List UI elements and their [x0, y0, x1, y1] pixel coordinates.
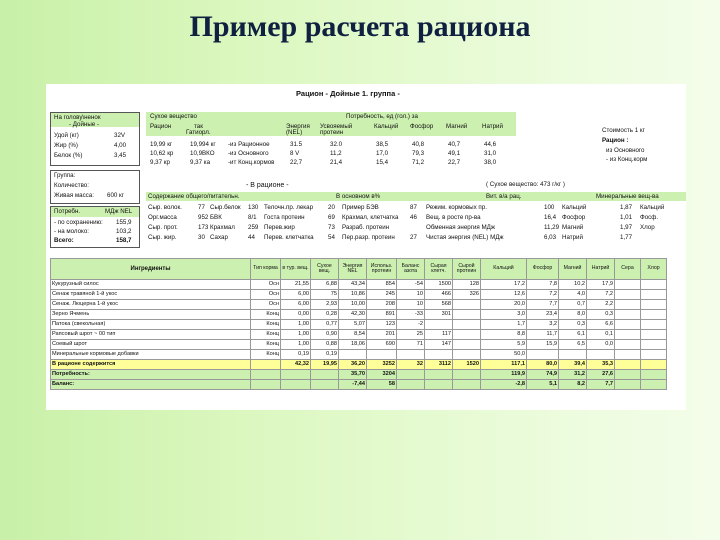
- table-cell: [615, 290, 641, 300]
- table-cell: 0,90: [311, 330, 339, 340]
- sheet-header: Рацион - Дойные 1. группа -: [296, 89, 400, 98]
- table-cell: [641, 330, 667, 340]
- table-cell: 5,07: [339, 320, 367, 330]
- ingredient-name: Сенаж. Люцерна 1-й укос: [51, 300, 251, 310]
- table-cell: Конц: [251, 330, 281, 340]
- totals-row: [51, 360, 667, 370]
- table-cell: [251, 360, 281, 370]
- col-label: Фосфор: [410, 123, 434, 130]
- table-cell: 117: [425, 330, 453, 340]
- table-cell: 8,54: [339, 330, 367, 340]
- table-cell: 18,06: [339, 340, 367, 350]
- cost-row: - из Конц.корм: [606, 156, 648, 163]
- table-cell: 119,9: [481, 370, 527, 380]
- totals-label: В рационе содержится: [51, 360, 251, 370]
- totals-row: [51, 380, 667, 390]
- table-cell: 5,1: [527, 380, 559, 390]
- table-cell: 201: [367, 330, 397, 340]
- norms-box: На голову\ненок - Дойные - Удой (кг) 32V Жир (%) 4,00 Белок (%) 3,45: [50, 112, 140, 166]
- table-cell: 42,32: [281, 360, 311, 370]
- table-cell: [425, 370, 453, 380]
- table-cell: Конц: [251, 310, 281, 320]
- table-cell: [615, 320, 641, 330]
- table-cell: [615, 330, 641, 340]
- header-cell: Баланс азота: [397, 259, 425, 280]
- table-cell: 5,9: [481, 340, 527, 350]
- table-cell: [367, 350, 397, 360]
- table-cell: [641, 280, 667, 290]
- table-cell: [453, 380, 481, 390]
- table-cell: [311, 380, 339, 390]
- col-label: Натрий: [482, 123, 503, 130]
- weight-label: Живая масса:: [54, 192, 94, 199]
- needs-head: Потребн.: [54, 208, 81, 215]
- table-cell: [641, 290, 667, 300]
- header-cell: Энергия NEL: [339, 259, 367, 280]
- group-label: Группа:: [54, 172, 76, 179]
- table-cell: Осн: [251, 290, 281, 300]
- table-cell: 10: [397, 290, 425, 300]
- col-label: Рацион: [150, 123, 172, 130]
- table-cell: 11,7: [527, 330, 559, 340]
- table-cell: 7,8: [527, 280, 559, 290]
- table-cell: 1,7: [481, 320, 527, 330]
- table-cell: 3,0: [481, 310, 527, 320]
- table-cell: [453, 320, 481, 330]
- ration-band-label: - В рационе -: [246, 182, 289, 189]
- table-cell: [615, 300, 641, 310]
- table-cell: 20,0: [481, 300, 527, 310]
- table-cell: [641, 320, 667, 330]
- table-cell: [453, 300, 481, 310]
- table-cell: 0,19: [311, 350, 339, 360]
- ingredients-table: [50, 258, 667, 390]
- table-cell: 6,00: [281, 290, 311, 300]
- table-cell: 23,4: [527, 310, 559, 320]
- table-cell: [615, 310, 641, 320]
- table-cell: [641, 310, 667, 320]
- table-cell: 58: [367, 380, 397, 390]
- composition-header: Содержание общего/питательн.: [148, 193, 240, 200]
- table-cell: 128: [453, 280, 481, 290]
- dry-matter-title: Сухое вещество: [150, 113, 197, 120]
- table-cell: 3,2: [527, 320, 559, 330]
- composition-header: Минеральные вещ-ва: [596, 193, 659, 200]
- table-cell: 50,0: [481, 350, 527, 360]
- table-cell: 36,20: [339, 360, 367, 370]
- table-cell: 6,5: [559, 340, 587, 350]
- table-cell: [453, 330, 481, 340]
- cost-subtitle: Рацион :: [602, 137, 629, 144]
- table-cell: 7,7: [527, 300, 559, 310]
- table-cell: [641, 350, 667, 360]
- table-row: [51, 310, 667, 320]
- table-cell: 12,6: [481, 290, 527, 300]
- table-cell: 1500: [425, 280, 453, 290]
- table-row: [51, 300, 667, 310]
- table-cell: 0,19: [281, 350, 311, 360]
- table-cell: 2,93: [311, 300, 339, 310]
- table-cell: 21,55: [281, 280, 311, 290]
- header-cell: Использ. протеин: [367, 259, 397, 280]
- header-cell: Фосфор: [527, 259, 559, 280]
- table-cell: 1520: [453, 360, 481, 370]
- table-row: [51, 280, 667, 290]
- table-cell: [453, 340, 481, 350]
- table-cell: -7,44: [339, 380, 367, 390]
- table-cell: 568: [425, 300, 453, 310]
- table-cell: 3112: [425, 360, 453, 370]
- table-cell: 301: [425, 310, 453, 320]
- table-cell: 6,00: [281, 300, 311, 310]
- norms-title: На голову\ненок: [54, 114, 101, 121]
- ingredient-name: Патока (свекольная): [51, 320, 251, 330]
- table-cell: 10,2: [559, 280, 587, 290]
- table-cell: [453, 350, 481, 360]
- table-cell: Конц: [251, 320, 281, 330]
- table-cell: 10: [397, 300, 425, 310]
- header-cell: в тур. вещ.: [281, 259, 311, 280]
- table-cell: 1,00: [281, 330, 311, 340]
- table-cell: 74,9: [527, 370, 559, 380]
- table-cell: 0,00: [281, 310, 311, 320]
- table-cell: [425, 320, 453, 330]
- table-cell: [559, 350, 587, 360]
- table-cell: 31,2: [559, 370, 587, 380]
- table-cell: 7,2: [527, 290, 559, 300]
- table-cell: [615, 380, 641, 390]
- table-cell: 891: [367, 310, 397, 320]
- table-cell: [453, 370, 481, 380]
- weight-value: 600 кг: [107, 192, 125, 199]
- table-cell: [615, 360, 641, 370]
- dry-matter-block: Сухое вещество Рацион так Гатиорл. 19,99 кг 19,994 кг -из Рационное 10,62 кр 10,9ВКО -из Основного 9,37 кр 9,37 ка -ит Конц.кормов: [146, 112, 286, 167]
- table-cell: -33: [397, 310, 425, 320]
- col-label: Кальций: [374, 123, 399, 130]
- requirement-block: Потребность, ед (гол.) за Энергия (NEL) Усвояемый протеин Кальций Фосфор Магний Натрий 31.5 32.0 38,5 40,8 40,7 44,6 8 V 11,2 17,0 79,3 49,1 31,0 22,7 21,4 15,4 71,2 22,7 38,0: [286, 112, 516, 167]
- table-cell: 245: [367, 290, 397, 300]
- table-cell: 0,77: [311, 320, 339, 330]
- table-cell: 35,3: [587, 360, 615, 370]
- header-cell: Сухое вещ.: [311, 259, 339, 280]
- table-cell: 80,0: [527, 360, 559, 370]
- table-cell: 25: [397, 330, 425, 340]
- table-cell: [397, 370, 425, 380]
- table-cell: 854: [367, 280, 397, 290]
- table-cell: 6,6: [587, 320, 615, 330]
- cost-title: Стоимость 1 кг: [602, 127, 645, 134]
- table-cell: 3204: [367, 370, 397, 380]
- table-cell: 208: [367, 300, 397, 310]
- table-cell: 4,0: [559, 290, 587, 300]
- table-row: [51, 340, 667, 350]
- composition-block: Содержание общего/питательн. В основном в% Вит. в/а рац. Минеральные вещ-ва Сыр. волок. 77 Сыр.белок 130 Телочн.пр. лекар 20 Пример БЭВ 87 Режим. кормовых пр. 100 Кальций 1,87 Кальций Орг.масса 952 БВК 8/1 Госта протеин 69 Крахмал, клетчатка 46 Вещ. в росте пр-ва 16,4 Фосфор 1,01 Фосф. Сыр. прот. 173 Крахмал 259 Перев.жир 73 Разраб. протеин Обменная энергия МДж 11,29 Магний 1,97 Хлор Сыр. жир. 30 Сахар 44 Перев. клетчатка 54 Пер.разр. протеин 27 Чистая энергия (NEL) МДж 6,03 Натрий 1,77: [146, 192, 686, 250]
- composition-header: В основном в%: [336, 193, 381, 200]
- ingredient-name: Кукурузный силос: [51, 280, 251, 290]
- table-cell: 35,70: [339, 370, 367, 380]
- table-cell: 42,30: [339, 310, 367, 320]
- col-label: Энергия (NEL): [286, 123, 310, 137]
- table-cell: 117,1: [481, 360, 527, 370]
- table-cell: [397, 350, 425, 360]
- table-cell: 690: [367, 340, 397, 350]
- table-cell: 10,00: [339, 300, 367, 310]
- table-cell: 0,3: [559, 320, 587, 330]
- header-cell: Сырая клетч.: [425, 259, 453, 280]
- col-label: Магний: [446, 123, 468, 130]
- requirement-title: Потребность, ед (гол.) за: [346, 113, 418, 120]
- cost-block: [602, 128, 686, 168]
- table-cell: [311, 370, 339, 380]
- table-cell: [641, 360, 667, 370]
- needs-head: МДж NEL: [105, 208, 133, 215]
- header-cell: Натрий: [587, 259, 615, 280]
- table-row: [51, 350, 667, 360]
- slide-title: Пример расчета рациона: [189, 10, 531, 43]
- table-cell: 0,0: [587, 340, 615, 350]
- table-cell: Осн: [251, 300, 281, 310]
- table-cell: 71: [397, 340, 425, 350]
- norms-subtitle: - Дойные -: [69, 121, 100, 128]
- composition-header: Вит. в/а рац.: [486, 193, 522, 200]
- ingredient-name: Сенаж травяной 1-й укос: [51, 290, 251, 300]
- ingredient-name: Зерно Ячмень: [51, 310, 251, 320]
- table-cell: 27,6: [587, 370, 615, 380]
- table-cell: 2,2: [587, 300, 615, 310]
- table-cell: -2,8: [481, 380, 527, 390]
- table-cell: 75: [311, 290, 339, 300]
- table-cell: 32: [397, 360, 425, 370]
- table-cell: [641, 370, 667, 380]
- header-cell: Ингредиенты: [51, 259, 251, 280]
- totals-row: [51, 370, 667, 380]
- needs-box: Потребн. МДж NEL - по сохранению: 155,9 - на молоко: 103,2 Всего: 158,7: [50, 206, 140, 248]
- col-label: Усвояемый протеин: [320, 123, 353, 137]
- table-cell: [641, 380, 667, 390]
- ration-band-dm: ( Сухое вещество: 473 г/кг ): [486, 181, 565, 188]
- col-label: Гатиорл.: [186, 129, 211, 136]
- table-cell: [281, 380, 311, 390]
- table-cell: 123: [367, 320, 397, 330]
- table-cell: [425, 350, 453, 360]
- table-cell: 17,9: [587, 280, 615, 290]
- table-cell: Конц: [251, 340, 281, 350]
- table-cell: 15,9: [527, 340, 559, 350]
- table-cell: 1,00: [281, 340, 311, 350]
- table-cell: [641, 300, 667, 310]
- table-cell: [425, 380, 453, 390]
- table-cell: [453, 310, 481, 320]
- table-cell: 0,28: [311, 310, 339, 320]
- table-cell: 0,7: [559, 300, 587, 310]
- table-cell: 0,1: [587, 330, 615, 340]
- table-cell: 43,34: [339, 280, 367, 290]
- header-cell: Магний: [559, 259, 587, 280]
- table-cell: [615, 350, 641, 360]
- table-row: [51, 320, 667, 330]
- table-cell: 39,4: [559, 360, 587, 370]
- table-cell: 10,86: [339, 290, 367, 300]
- table-cell: 1,00: [281, 320, 311, 330]
- table-cell: 3252: [367, 360, 397, 370]
- table-cell: [587, 350, 615, 360]
- header-cell: Сырой протеин: [453, 259, 481, 280]
- table-cell: Осн: [251, 280, 281, 290]
- count-label: Количество:: [54, 182, 89, 189]
- header-cell: Кальций: [481, 259, 527, 280]
- table-cell: Конц: [251, 350, 281, 360]
- table-cell: [615, 370, 641, 380]
- table-cell: [641, 340, 667, 350]
- table-cell: 7,7: [587, 380, 615, 390]
- ingredients-body: [51, 280, 667, 390]
- table-row: [51, 290, 667, 300]
- header-cell: Тип корма: [251, 259, 281, 280]
- table-cell: 17,2: [481, 280, 527, 290]
- table-cell: 0,88: [311, 340, 339, 350]
- table-cell: 147: [425, 340, 453, 350]
- table-cell: 8,0: [559, 310, 587, 320]
- table-cell: [281, 370, 311, 380]
- table-cell: -2: [397, 320, 425, 330]
- table-cell: [527, 350, 559, 360]
- table-cell: 6,1: [559, 330, 587, 340]
- ingredients-header-row: [51, 259, 667, 280]
- totals-label: Потребность:: [51, 370, 251, 380]
- col-label: так: [194, 123, 203, 130]
- ration-spreadsheet: [46, 84, 686, 410]
- ingredient-name: Соевый шрот: [51, 340, 251, 350]
- group-box: [50, 170, 140, 204]
- table-cell: 7,2: [587, 290, 615, 300]
- table-cell: 466: [425, 290, 453, 300]
- table-cell: 6,88: [311, 280, 339, 290]
- table-cell: [339, 350, 367, 360]
- header-cell: Сера: [615, 259, 641, 280]
- table-cell: [251, 380, 281, 390]
- table-cell: 8,8: [481, 330, 527, 340]
- table-cell: [615, 280, 641, 290]
- cost-row: из Основного: [606, 147, 645, 154]
- table-row: [51, 330, 667, 340]
- table-cell: 0,3: [587, 310, 615, 320]
- table-cell: 8,2: [559, 380, 587, 390]
- table-cell: [615, 340, 641, 350]
- table-cell: -54: [397, 280, 425, 290]
- header-cell: Хлор: [641, 259, 667, 280]
- ingredient-name: Рапсовый шрот ~ 00 тип: [51, 330, 251, 340]
- table-cell: 19,95: [311, 360, 339, 370]
- table-cell: [251, 370, 281, 380]
- ingredient-name: Минеральные кормовые добавки: [51, 350, 251, 360]
- table-cell: 326: [453, 290, 481, 300]
- table-cell: [397, 380, 425, 390]
- totals-label: Баланс:: [51, 380, 251, 390]
